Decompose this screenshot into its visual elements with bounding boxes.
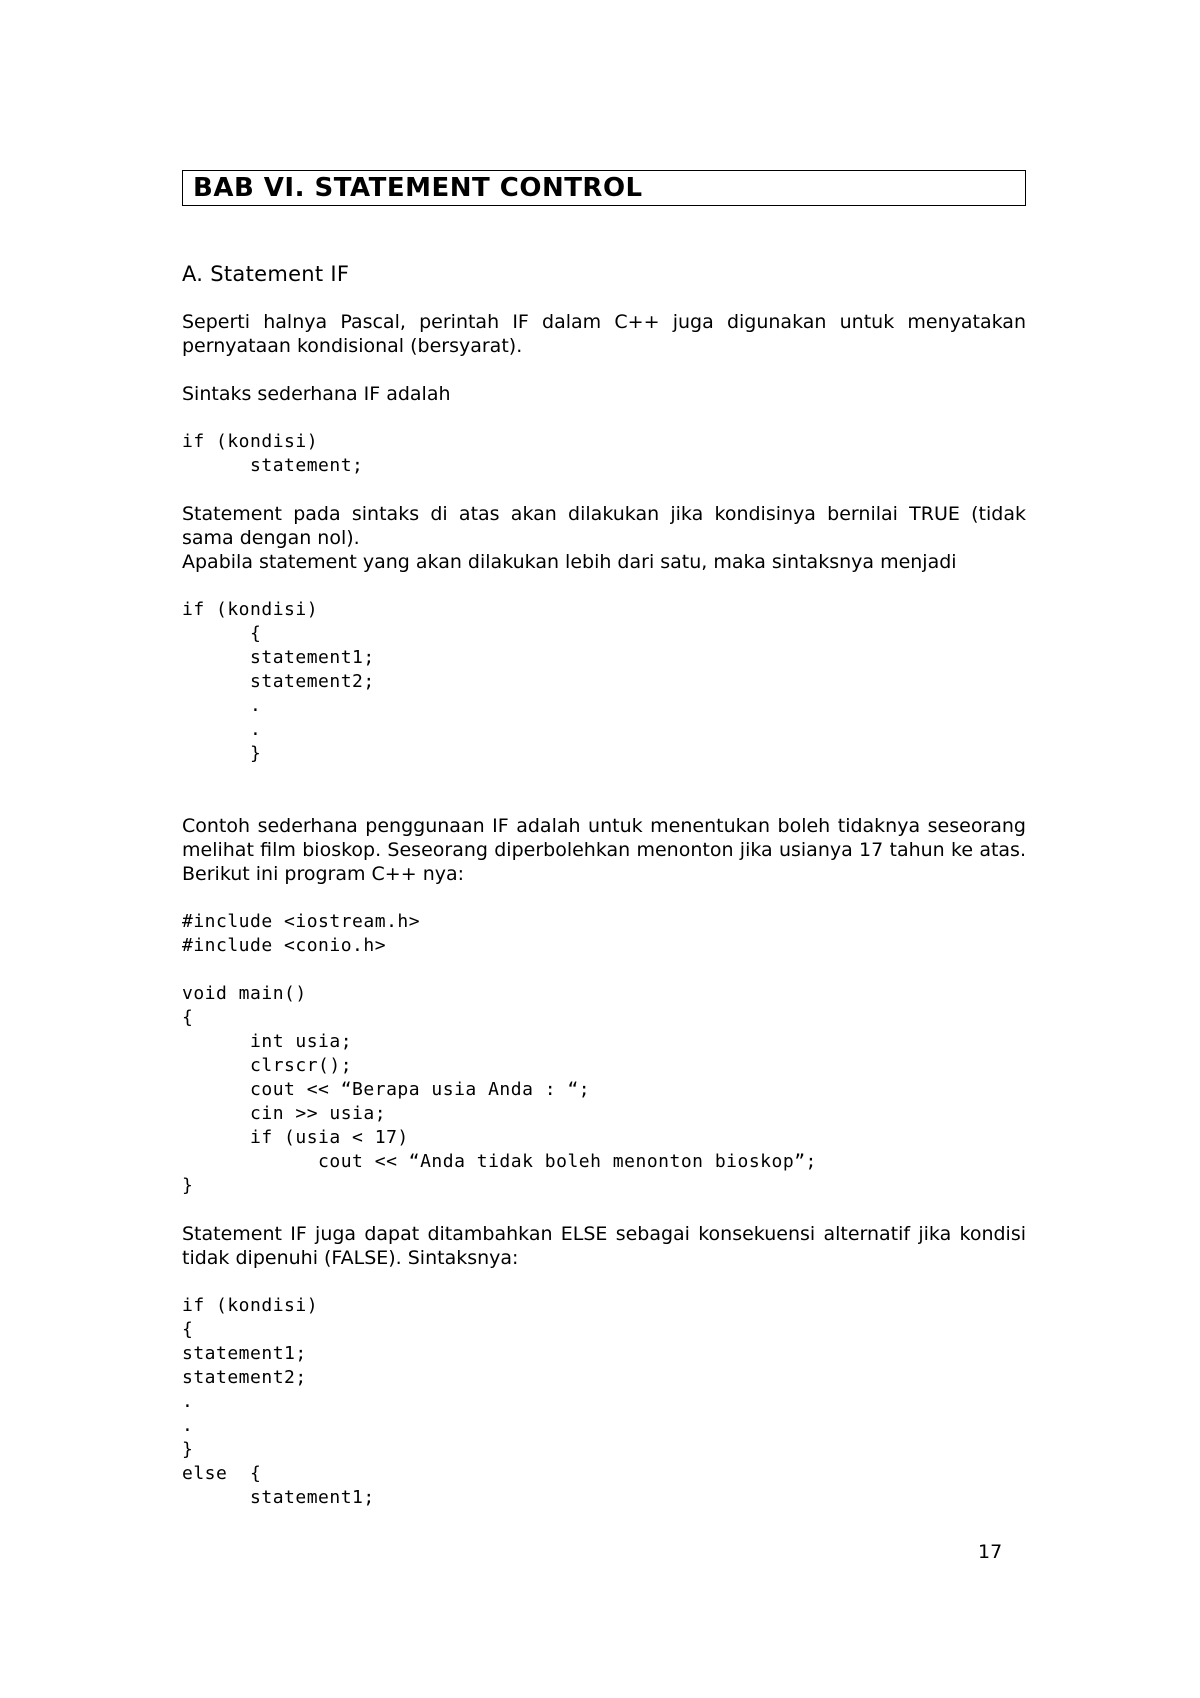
else-intro-paragraph: Statement IF juga dapat ditambahkan ELSE sebagai konsekuensi alternatif jika kondisi tidak dipenuhi (FALSE). Sintaksnya: <box>182 1223 1026 1269</box>
chapter-title: BAB VI. STATEMENT CONTROL <box>193 173 643 203</box>
code-program: #include <iostream.h> #include <conio.h> void main() { int usia; clrscr(); cout << “Berapa usia Anda : “; cin >> usia; if (usia < 17) cout << “Anda tidak boleh menonton bioskop”; } <box>182 911 817 1196</box>
intro-paragraph: Seperti halnya Pascal, perintah IF dalam C++ juga digunakan untuk menyatakan pernyataan kondisional (bersyarat). <box>182 311 1026 357</box>
example-paragraph: Contoh sederhana penggunaan IF adalah untuk menentukan boleh tidaknya seseorang melihat film bioskop. Seseorang diperbolehkan menonton jika usianya 17 tahun ke atas. Berikut ini program C++ nya: <box>182 815 1026 885</box>
code-if-block: if (kondisi) { statement1; statement2; . . } <box>182 599 375 764</box>
page-number: 17 <box>978 1541 1003 1563</box>
code-if-else: if (kondisi) { statement1; statement2; . . } else { statement1; <box>182 1295 375 1508</box>
document-page <box>182 170 1026 1510</box>
code-if-simple: if (kondisi) statement; <box>182 431 364 476</box>
multi-statement-paragraph: Apabila statement yang akan dilakukan lebih dari satu, maka sintaksnya menjadi <box>182 551 957 573</box>
section-title: A. Statement IF <box>182 262 350 286</box>
chapter-heading-box <box>182 170 1026 206</box>
statement-true-paragraph: Statement pada sintaks di atas akan dilakukan jika kondisinya bernilai TRUE (tidak sama dengan nol). <box>182 503 1026 549</box>
syntax-simple-paragraph: Sintaks sederhana IF adalah <box>182 383 451 405</box>
